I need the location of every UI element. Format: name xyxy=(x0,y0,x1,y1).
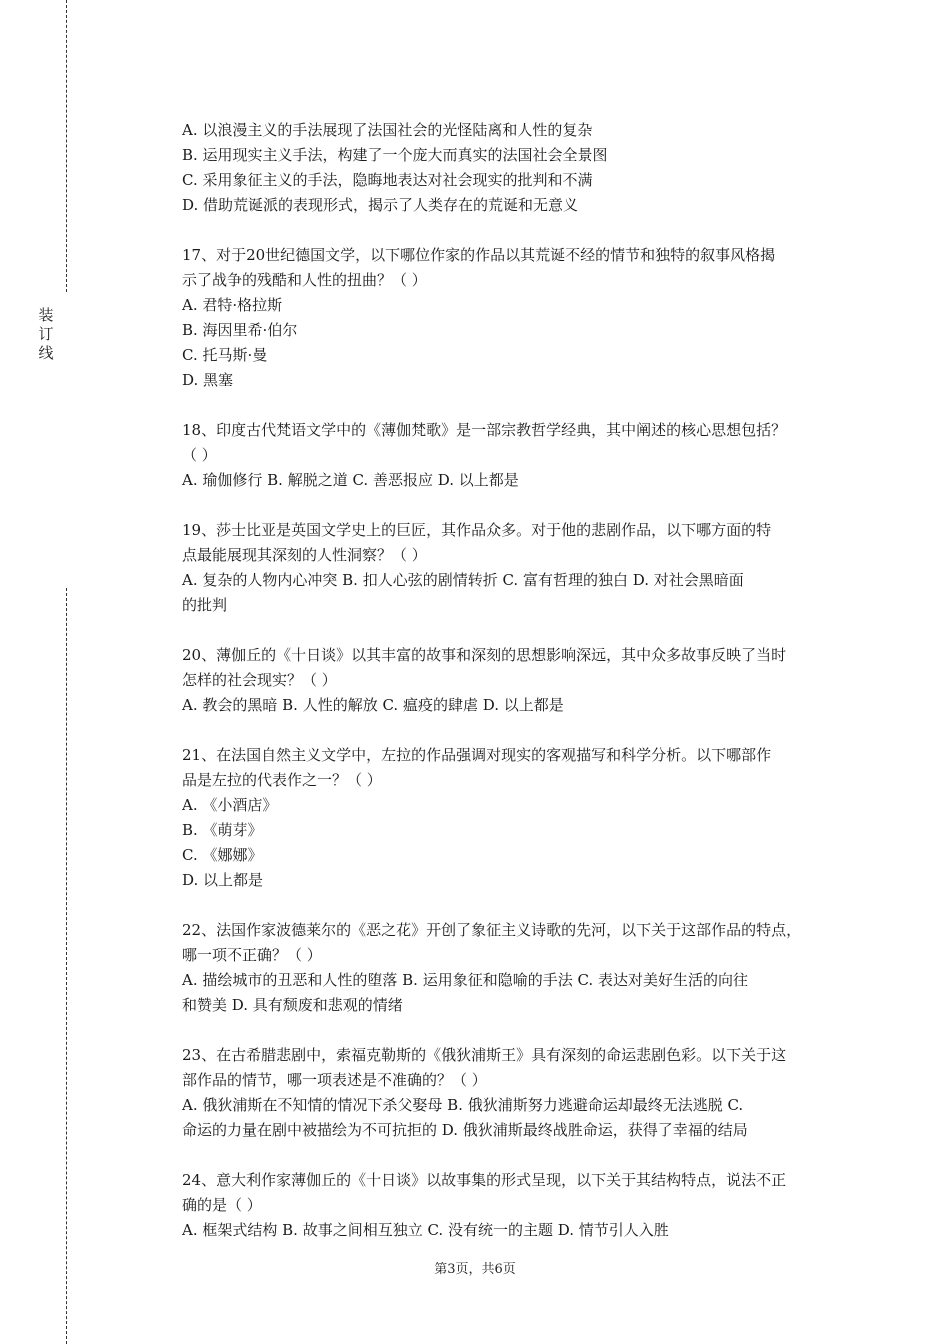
binding-char: 线 xyxy=(38,344,54,362)
question-line: D. 黑塞 xyxy=(182,371,234,389)
question-line: B. 运用现实主义手法，构建了一个庞大而真实的法国社会全景图 xyxy=(182,146,608,164)
question-line: B. 《萌芽》 xyxy=(182,821,263,839)
question-line: A. 君特·格拉斯 xyxy=(182,296,283,314)
question-line: C. 托马斯·曼 xyxy=(182,346,268,364)
question-line: 命运的力量在剧中被描绘为不可抗拒的 D. 俄狄浦斯最终战胜命运，获得了幸福的结局 xyxy=(182,1121,748,1139)
binding-char: 订 xyxy=(38,325,54,343)
question-line: A. 《小酒店》 xyxy=(182,796,278,814)
question-block-q20 xyxy=(182,643,852,718)
question-line: 和赞美 D. 具有颓废和悲观的情绪 xyxy=(182,996,403,1014)
question-line: 确的是（ ） xyxy=(182,1196,262,1214)
question-line: 部作品的情节，哪一项表述是不准确的？（ ） xyxy=(182,1071,487,1089)
question-line: 22、法国作家波德莱尔的《恶之花》开创了象征主义诗歌的先河，以下关于这部作品的特点， xyxy=(182,921,802,939)
question-line: 怎样的社会现实？（ ） xyxy=(182,671,337,689)
question-block-q24 xyxy=(182,1168,852,1243)
question-line: 18、印度古代梵语文学中的《薄伽梵歌》是一部宗教哲学经典，其中阐述的核心思想包括？ xyxy=(182,421,787,439)
question-line: A. 瑜伽修行 B. 解脱之道 C. 善恶报应 D. 以上都是 xyxy=(182,471,519,489)
question-line: 17、对于20世纪德国文学，以下哪位作家的作品以其荒诞不经的情节和独特的叙事风格揭 xyxy=(182,246,776,264)
question-line: A. 俄狄浦斯在不知情的情况下杀父娶母 B. 俄狄浦斯努力逃避命运却最终无法逃脱 C. xyxy=(182,1096,744,1114)
binding-char: 装 xyxy=(38,306,54,324)
question-line: A. 以浪漫主义的手法展现了法国社会的光怪陆离和人性的复杂 xyxy=(182,121,593,139)
binding-label xyxy=(37,306,55,363)
question-line: 品是左拉的代表作之一？（ ） xyxy=(182,771,382,789)
question-line: A. 描绘城市的丑恶和人性的堕落 B. 运用象征和隐喻的手法 C. 表达对美好生活的向往 xyxy=(182,971,748,989)
block-gap xyxy=(182,718,852,743)
block-gap xyxy=(182,618,852,643)
block-gap xyxy=(182,493,852,518)
question-line: 21、在法国自然主义文学中，左拉的作品强调对现实的客观描写和科学分析。以下哪部作 xyxy=(182,746,772,764)
question-line: A. 框架式结构 B. 故事之间相互独立 C. 没有统一的主题 D. 情节引人入胜 xyxy=(182,1221,669,1239)
question-line: 24、意大利作家薄伽丘的《十日谈》以故事集的形式呈现，以下关于其结构特点，说法不正 xyxy=(182,1171,787,1189)
block-gap xyxy=(182,1143,852,1168)
question-line: 19、莎士比亚是英国文学史上的巨匠，其作品众多。对于他的悲剧作品，以下哪方面的特 xyxy=(182,521,772,539)
question-line: D. 借助荒诞派的表现形式，揭示了人类存在的荒诞和无意义 xyxy=(182,196,579,214)
question-line: C. 采用象征主义的手法，隐晦地表达对社会现实的批判和不满 xyxy=(182,171,593,189)
block-gap xyxy=(182,893,852,918)
question-block-q23 xyxy=(182,1043,852,1143)
question-line: A. 复杂的人物内心冲突 B. 扣人心弦的剧情转折 C. 富有哲理的独白 D. 对社会黑暗面 xyxy=(182,571,744,589)
question-line: C. 《娜娜》 xyxy=(182,846,263,864)
question-line: D. 以上都是 xyxy=(182,871,264,889)
question-block-q19 xyxy=(182,518,852,618)
binding-line-top xyxy=(66,0,67,292)
block-gap xyxy=(182,393,852,418)
question-block-q16-options xyxy=(182,118,852,218)
question-line: 23、在古希腊悲剧中，索福克勒斯的《俄狄浦斯王》具有深刻的命运悲剧色彩。以下关于这 xyxy=(182,1046,787,1064)
question-line: （ ） xyxy=(182,446,217,464)
question-content xyxy=(182,118,852,1243)
question-block-q18 xyxy=(182,418,852,493)
question-line: 点最能展现其深刻的人性洞察？（ ） xyxy=(182,546,427,564)
question-block-q17 xyxy=(182,243,852,393)
question-line: 20、薄伽丘的《十日谈》以其丰富的故事和深刻的思想影响深远，其中众多故事反映了当时 xyxy=(182,646,787,664)
question-block-q22 xyxy=(182,918,852,1018)
question-block-q21 xyxy=(182,743,852,893)
question-line: 哪一项不正确？（ ） xyxy=(182,946,322,964)
question-line: 的批判 xyxy=(182,596,228,614)
binding-line-bottom xyxy=(66,588,67,1344)
question-line: A. 教会的黑暗 B. 人性的解放 C. 瘟疫的肆虐 D. 以上都是 xyxy=(182,696,564,714)
block-gap xyxy=(182,1018,852,1043)
page-footer: 第3页，共6页 xyxy=(434,1262,516,1277)
block-gap xyxy=(182,218,852,243)
question-line: B. 海因里希·伯尔 xyxy=(182,321,298,339)
question-line: 示了战争的残酷和人性的扭曲？（ ） xyxy=(182,271,427,289)
